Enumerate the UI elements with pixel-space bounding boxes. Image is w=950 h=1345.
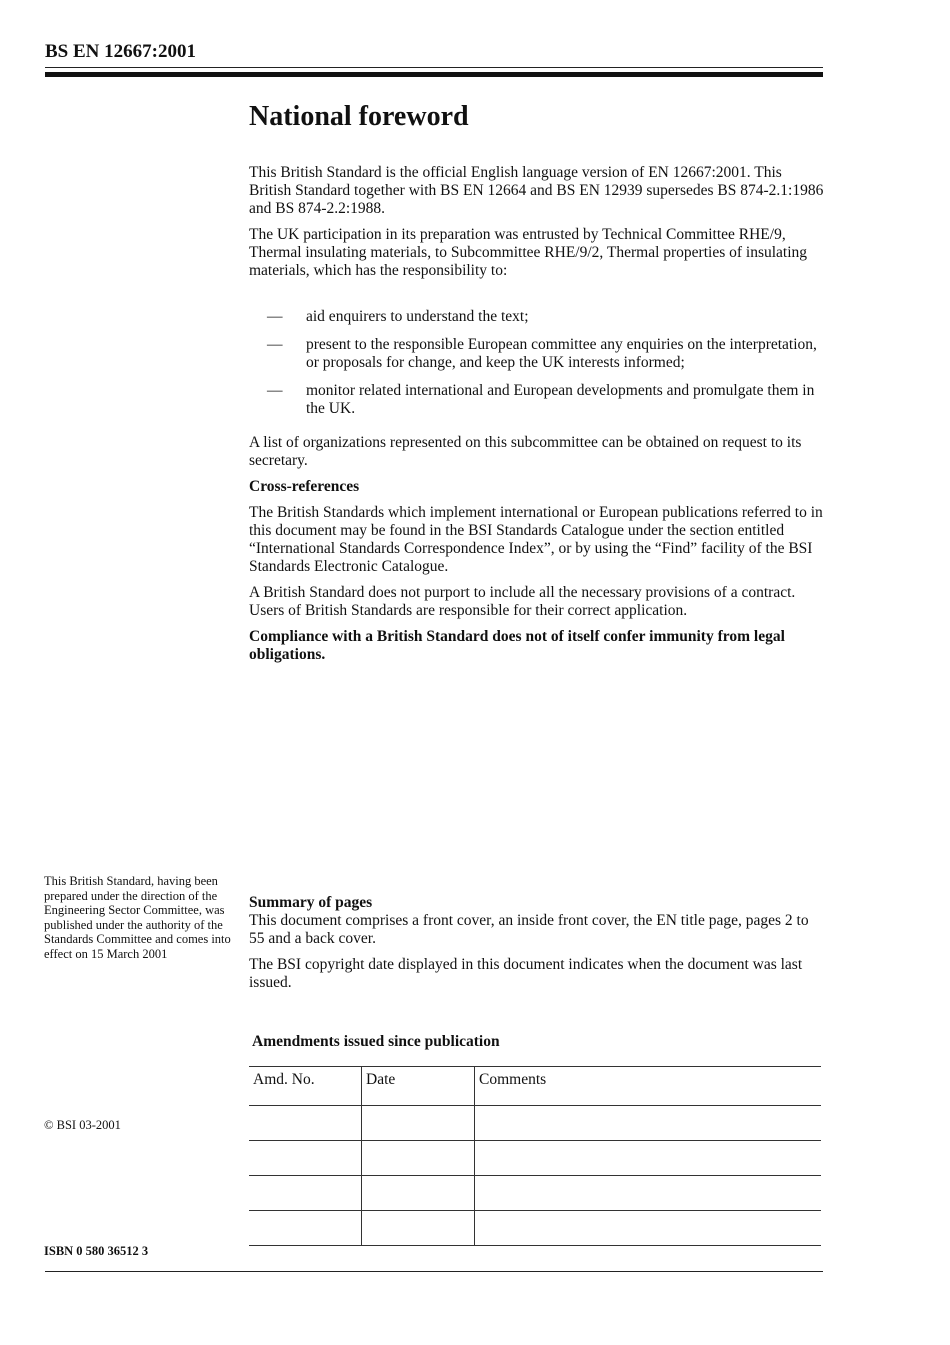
table-cell [249,1211,362,1246]
list-item: — present to the responsible European committee any enquiries on the interpretation, or proposals for change, and keep the UK interests informed; [267,336,817,371]
table-row [249,1141,821,1176]
table-cell [475,1211,822,1246]
summary-section [249,894,824,1000]
amendments-heading: Amendments issued since publication [252,1033,500,1050]
document-code: BS EN 12667:2001 [45,41,196,62]
main-content [249,164,824,672]
list-item: — monitor related international and European developments and promulgate them in the UK. [267,382,815,417]
cross-references-paragraph: A British Standard does not purport to include all the necessary provisions of a contract. Users of British Standards are responsible for their correct application. [249,584,796,619]
summary-copyright-note: The BSI copyright date displayed in this document indicates when the document was last issued. [249,956,803,991]
summary-heading: Summary of pages [249,894,373,911]
header-rule-thin [45,67,823,68]
column-header-amd-no: Amd. No. [249,1067,362,1106]
column-header-date: Date [362,1067,475,1106]
list-note: A list of organizations represented on this subcommittee can be obtained on request to its secretary. [249,434,802,469]
table-cell [249,1176,362,1211]
table-cell [249,1106,362,1141]
table-cell [362,1141,475,1176]
list-item-text: monitor related international and European developments and promulgate them in the UK. [306,382,815,417]
table-cell [475,1176,822,1211]
compliance-statement: Compliance with a British Standard does not of itself confer immunity from legal obligations. [249,628,785,663]
table-row [249,1176,821,1211]
list-item-text: aid enquirers to understand the text; [306,308,529,325]
footer-rule [45,1271,823,1272]
list-item: — aid enquirers to understand the text; [267,308,529,325]
table-row [249,1211,821,1246]
page-title: National foreword [249,101,469,132]
copyright-note: © BSI 03-2001 [44,1118,121,1132]
isbn: ISBN 0 580 36512 3 [44,1244,149,1258]
cross-references-heading: Cross-references [249,478,360,495]
intro-paragraph: This British Standard is the official English language version of EN 12667:2001. This British Standard together with BS EN 12664 and BS EN 12939 supersedes BS 874-2.1:1986 and BS 874-2.2:1988. [249,164,824,217]
summary-text: This document comprises a front cover, an inside front cover, the EN title page, pages 2 to 55 and a back cover. [249,912,809,947]
cross-references-paragraph: The British Standards which implement international or European publications referred to in this document may be found in the BSI Standards Catalogue under the section entitled “International Standards Correspondence Index”, or by using the “Find” facility of the BSI Standards Electronic Catalogue. [249,504,823,575]
table-cell [362,1176,475,1211]
approval-note: This British Standard, having been prepared under the direction of the Engineering Sector Committee, was published under the authority of the Standards Committee and comes into effect on 15 March 2001 [44,874,231,961]
table-cell [249,1141,362,1176]
table-cell [475,1141,822,1176]
table-cell [475,1106,822,1141]
amendments-table [249,1066,821,1246]
table-cell [362,1211,475,1246]
header-rule-thick [45,72,823,77]
table-header-row [249,1067,821,1106]
table-cell [362,1106,475,1141]
table-row [249,1106,821,1141]
intro-paragraph: The UK participation in its preparation was entrusted by Technical Committee RHE/9, Thermal insulating materials, to Subcommittee RHE/9/2, Thermal properties of insulating materials, which has the responsibility to: [249,226,808,279]
list-item-text: present to the responsible European committee any enquiries on the interpretation, or proposals for change, and keep the UK interests informed; [306,336,817,371]
column-header-comments: Comments [475,1067,822,1106]
